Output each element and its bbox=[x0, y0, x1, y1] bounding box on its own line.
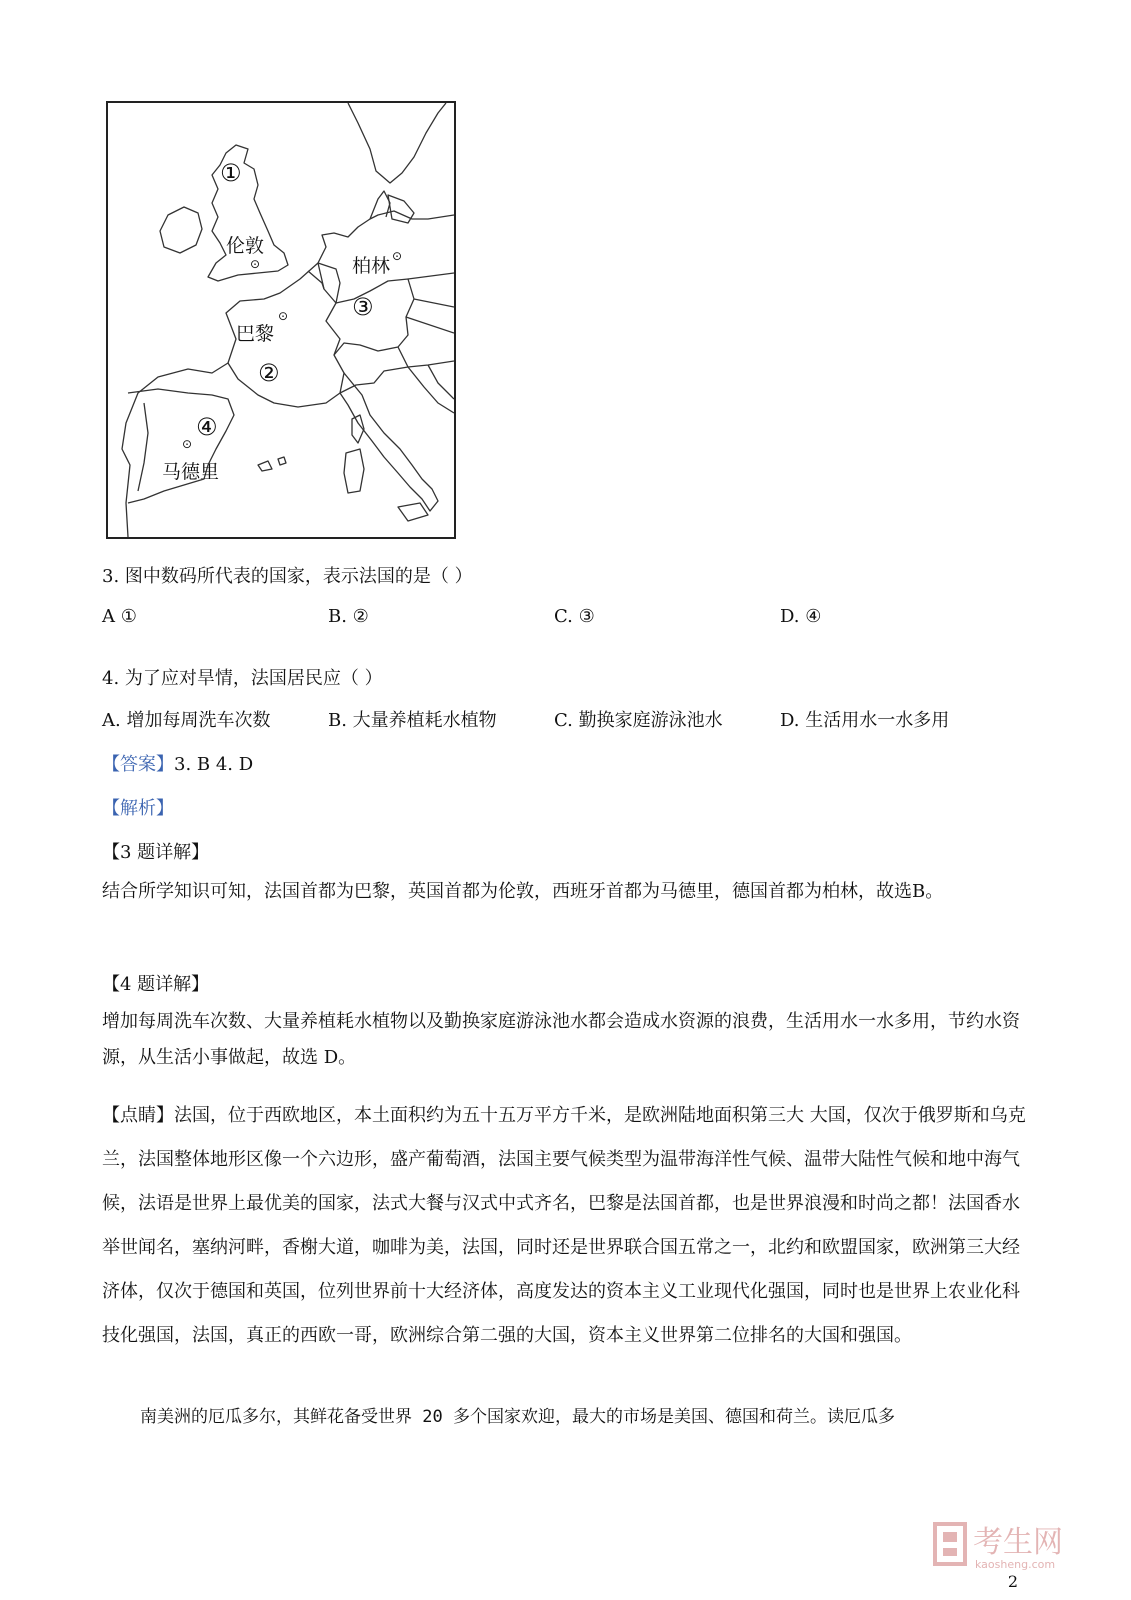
label-paris: 巴黎 bbox=[236, 323, 275, 345]
europe-map bbox=[106, 101, 456, 539]
q4-stem: 4. 为了应对旱情，法国居民应（ ） bbox=[102, 668, 383, 689]
q3-option-b: B. ② bbox=[328, 606, 369, 627]
italy-outline bbox=[340, 373, 438, 511]
label-madrid: 马德里 bbox=[162, 461, 220, 483]
q3-option-c: C. ③ bbox=[554, 606, 595, 627]
q4-option-a: A. 增加每周洗车次数 bbox=[102, 710, 271, 731]
map-marker-2: ② bbox=[258, 359, 280, 387]
q4-option-d: D. 生活用水一水多用 bbox=[780, 710, 950, 731]
ireland-outline bbox=[160, 207, 202, 253]
map-marker-3: ③ bbox=[352, 293, 374, 321]
q3-detail-body: 结合所学知识可知，法国首都为巴黎，英国首都为伦敦，西班牙首都为马德里，德国首都为柏林，故选B。 bbox=[102, 881, 944, 902]
q3-detail-heading: 【3 题详解】 bbox=[102, 842, 210, 863]
watermark-logo bbox=[931, 1518, 1091, 1574]
map-marker-4: ④ bbox=[196, 413, 218, 441]
madrid-dot-icon: ⊙ bbox=[182, 437, 193, 451]
q4-detail-body: 增加每周洗车次数、大量养植耗水植物以及勤换家庭游泳池水都会造成水资源的浪费，生活用水一水多用，节约水资源，从生活小事做起，故选 D。 bbox=[102, 1011, 1020, 1068]
watermark-icon bbox=[931, 1518, 1091, 1574]
note-paragraph: 【点睛】法国，位于西欧地区，本土面积约为五十五万平方千米，是欧洲陆地面积第三大 大国，仅次于俄罗斯和乌克兰，法国整体地形区像一个六边形，盛产葡萄酒，法国主要气候类型为温带海洋性气候、温带大陆性气候和地中海气候，法语是世界上最优美的国家，法式大餐与汉式中式齐名，巴黎是法国首都，也是世界浪漫和时尚之都！法国香水举世闻名，塞纳河畔，香榭大道，咖啡为美，法国，同时还是世界联合国五常之一，北约和欧盟国家，欧洲第三大经济体，仅次于德国和英国，位列世界前十大经济体，高度发达的资本主义工业现代化强国，同时也是世界上农业化科技化强国，法国，真正的西欧一哥，欧洲综合第二强的大国，资本主义世界第二位排名的大国和强国。 bbox=[102, 1105, 1026, 1346]
berlin-dot-icon: ⊙ bbox=[392, 249, 403, 263]
sardinia-outline bbox=[344, 449, 364, 493]
q3-option-d: D. ④ bbox=[780, 606, 822, 627]
q3-option-a: A ① bbox=[102, 606, 137, 627]
q4-option-b: B. 大量养植耗水植物 bbox=[328, 710, 497, 731]
q4-option-c: C. 勤换家庭游泳池水 bbox=[554, 710, 723, 731]
next-question-intro: 南美洲的厄瓜多尔，其鲜花备受世界 20 多个国家欢迎，最大的市场是美国、德国和荷兰。读厄瓜多 bbox=[140, 1407, 895, 1427]
watermark-main: 考生网 bbox=[973, 1525, 1063, 1560]
watermark-sub: kaosheng.com bbox=[975, 1558, 1056, 1571]
label-berlin: 柏林 bbox=[352, 255, 391, 277]
answer-line bbox=[102, 750, 253, 776]
london-dot-icon: ⊙ bbox=[250, 257, 261, 271]
analysis-tag: 【解析】 bbox=[102, 798, 174, 819]
map-marker-1: ① bbox=[220, 159, 242, 187]
answer-text: 3. B 4. D bbox=[174, 754, 254, 775]
q4-detail-heading: 【4 题详解】 bbox=[102, 974, 210, 995]
q3-stem: 3. 图中数码所代表的国家，表示法国的是（ ） bbox=[102, 566, 473, 587]
scandinavia-outline bbox=[348, 103, 446, 183]
label-london: 伦敦 bbox=[226, 235, 265, 257]
page-number: 2 bbox=[1007, 1572, 1018, 1591]
answer-tag: 【答案】 bbox=[102, 754, 174, 775]
paris-dot-icon: ⊙ bbox=[278, 309, 289, 323]
